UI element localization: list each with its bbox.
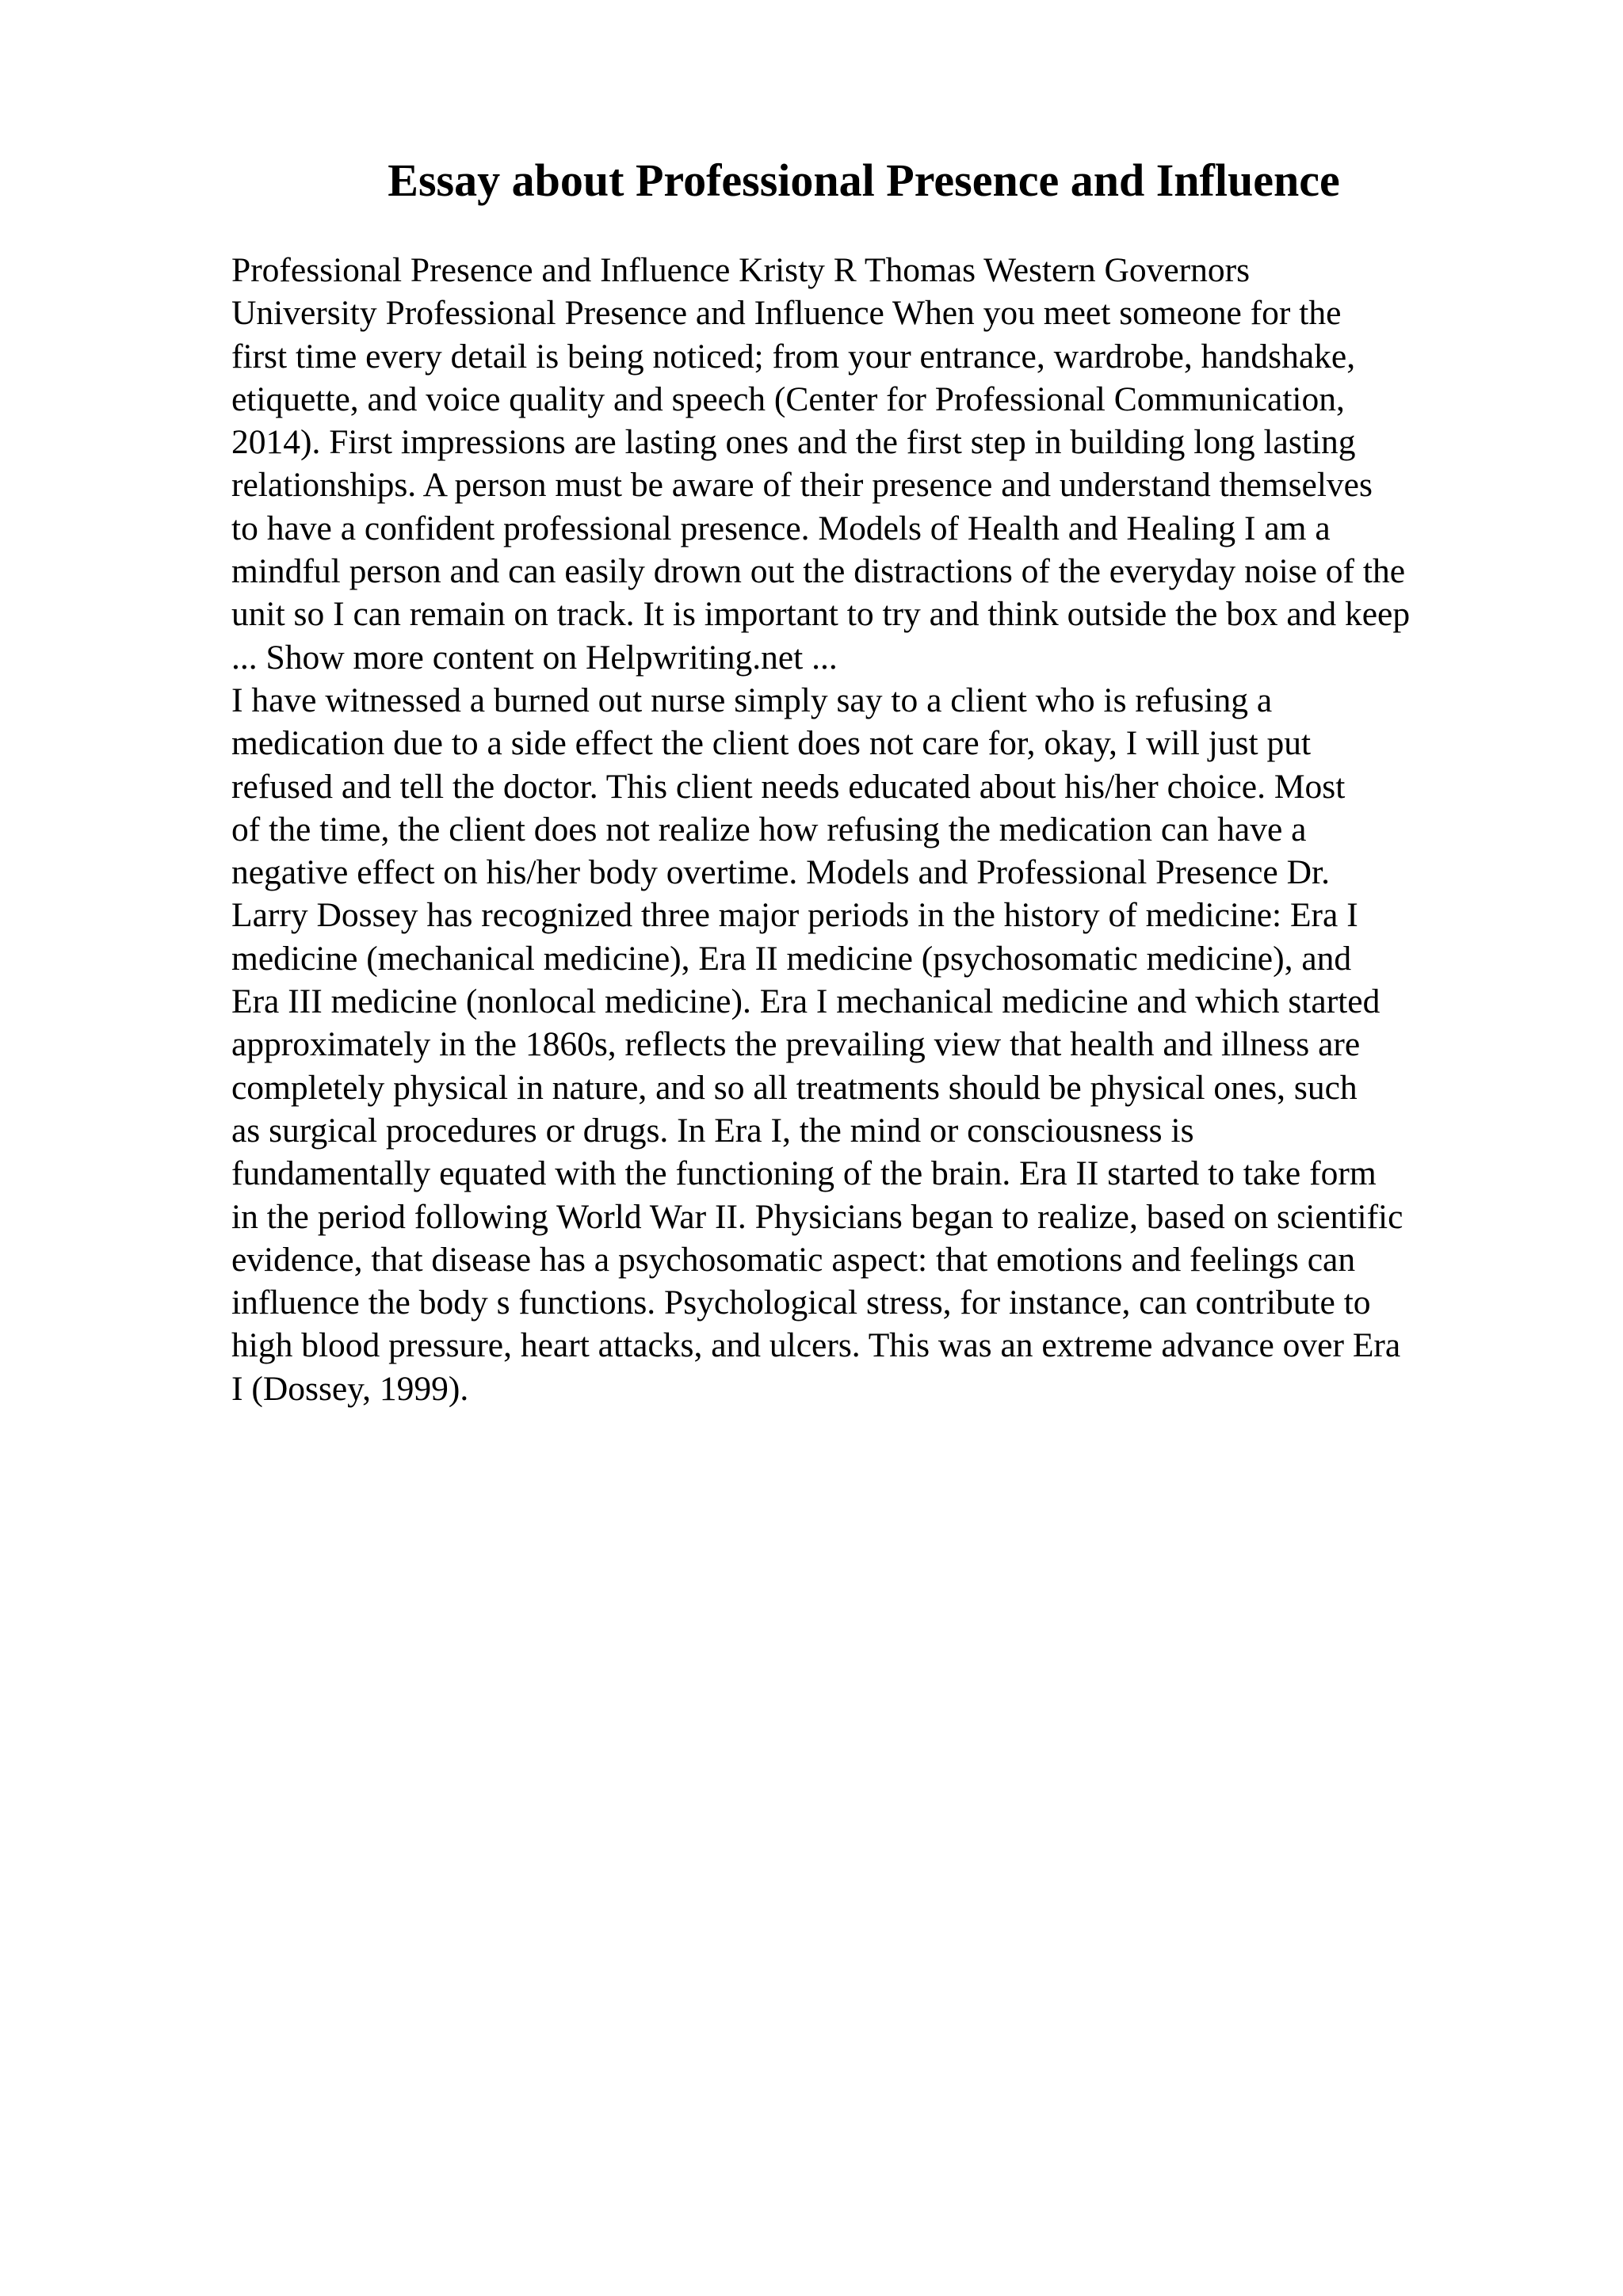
body-line: mindful person and can easily drown out the distractions of the everyday noise of the — [231, 552, 1406, 591]
body-line: approximately in the 1860s, reflects the prevailing view that health and illness are — [231, 1025, 1361, 1064]
body-line: of the time, the client does not realize how refusing the medication can have a — [231, 810, 1307, 849]
body-line: 2014). First impressions are lasting ones and the first step in building long lasting — [231, 423, 1356, 462]
body-line: etiquette, and voice quality and speech (Center for Professional Communication, — [231, 379, 1345, 418]
body-line: influence the body s functions. Psychological stress, for instance, can contribute to — [231, 1283, 1371, 1322]
document-title: Essay about Professional Presence and Influence — [388, 154, 1340, 206]
body-line: Professional Presence and Influence Kristy R Thomas Western Governors — [231, 251, 1251, 289]
body-line: unit so I can remain on track. It is important to try and think outside the box and keep — [231, 595, 1411, 634]
body-line: to have a confident professional presence. Models of Health and Healing I am a — [231, 509, 1331, 547]
body-line: refused and tell the doctor. This client needs educated about his/her choice. Most — [231, 767, 1346, 806]
show-more-line: ... Show more content on Helpwriting.net ... — [231, 638, 838, 677]
body-line: first time every detail is being noticed; from your entrance, wardrobe, handshake, — [231, 337, 1356, 376]
body-line: Era III medicine (nonlocal medicine). Era I mechanical medicine and which started — [231, 982, 1381, 1021]
body-line: I (Dossey, 1999). — [231, 1369, 469, 1408]
body-line: completely physical in nature, and so all treatments should be physical ones, such — [231, 1068, 1358, 1107]
body-line: Larry Dossey has recognized three major periods in the history of medicine: Era I — [231, 896, 1358, 935]
body-line: fundamentally equated with the functioning of the brain. Era II started to take form — [231, 1154, 1377, 1193]
body-line: high blood pressure, heart attacks, and ulcers. This was an extreme advance over Era — [231, 1326, 1401, 1365]
body-line: medicine (mechanical medicine), Era II medicine (psychosomatic medicine), and — [231, 939, 1352, 978]
body-line: in the period following World War II. Physicians began to realize, based on scientific — [231, 1197, 1403, 1236]
body-line: negative effect on his/her body overtime. Models and Professional Presence Dr. — [231, 853, 1330, 892]
body-line: University Professional Presence and Influence When you meet someone for the — [231, 294, 1342, 333]
body-line: evidence, that disease has a psychosomatic aspect: that emotions and feelings can — [231, 1240, 1356, 1279]
body-line: as surgical procedures or drugs. In Era I, the mind or consciousness is — [231, 1111, 1194, 1150]
body-line: medication due to a side effect the client does not care for, okay, I will just put — [231, 724, 1312, 763]
body-line: I have witnessed a burned out nurse simply say to a client who is refusing a — [231, 681, 1273, 719]
document-body — [231, 249, 1515, 1410]
body-line: relationships. A person must be aware of their presence and understand themselves — [231, 466, 1373, 505]
